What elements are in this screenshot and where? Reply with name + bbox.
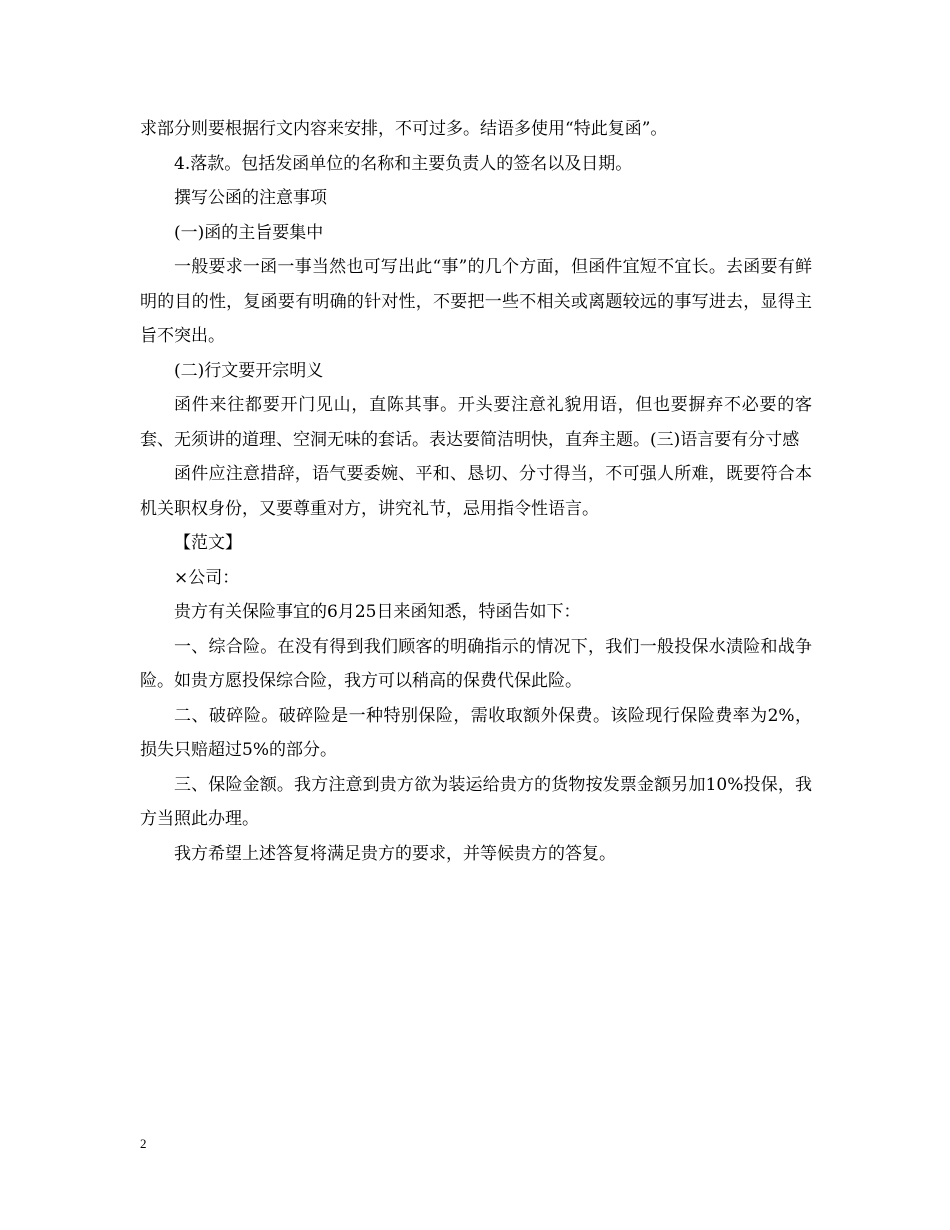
paragraph: 一般要求一函一事当然也可写出此“事”的几个方面，但函件宜短不宜长。去函要有鲜明的目的性，复函要有明确的针对性，不要把一些不相关或离题较远的事写进去，显得主旨不突出。: [140, 257, 812, 346]
paragraph: 我方希望上述答复将满足贵方的要求，并等候贵方的答复。: [174, 843, 616, 864]
paragraph: 二、破碎险。破碎险是一种特别保险，需收取额外保费。该险现行保险费率为2%，损失只赔超过5%的部分。: [140, 705, 812, 760]
subsection-heading: (二)行文要开宗明义: [174, 360, 324, 381]
section-heading: 撰写公函的注意事项: [174, 188, 327, 208]
salutation: ×公司：: [174, 567, 240, 588]
paragraph: 函件来往都要开门见山，直陈其事。开头要注意礼貌用语，但也要摒弃不必要的客套、无须讲的道理、空洞无味的套话。表达要简洁明快，直奔主题。(三)语言要有分寸感: [140, 395, 812, 450]
paragraph: 4.落款。包括发函单位的名称和主要负责人的签名以及日期。: [174, 153, 633, 174]
sample-heading: 【范文】: [174, 533, 242, 553]
paragraph: 贵方有关保险事宜的6月25日来函知悉，特函告如下：: [174, 602, 581, 622]
page-number: 2: [140, 1136, 147, 1151]
paragraph: 函件应注意措辞，语气要委婉、平和、恳切、分寸得当，不可强人所难，既要符合本机关职权身份，又要尊重对方，讲究礼节，忌用指令性语言。: [140, 464, 812, 519]
document-body: [140, 112, 812, 871]
paragraph: 三、保险金额。我方注意到贵方欲为装运给贵方的货物按发票金额另加10%投保，我方当照此办理。: [140, 774, 812, 829]
paragraph: 一、综合险。在没有得到我们顾客的明确指示的情况下，我们一般投保水渍险和战争险。如贵方愿投保综合险，我方可以稍高的保费代保此险。: [140, 636, 812, 691]
subsection-heading: (一)函的主旨要集中: [174, 222, 324, 243]
paragraph: 求部分则要根据行文内容来安排，不可过多。结语多使用“特此复函”。: [140, 119, 668, 139]
